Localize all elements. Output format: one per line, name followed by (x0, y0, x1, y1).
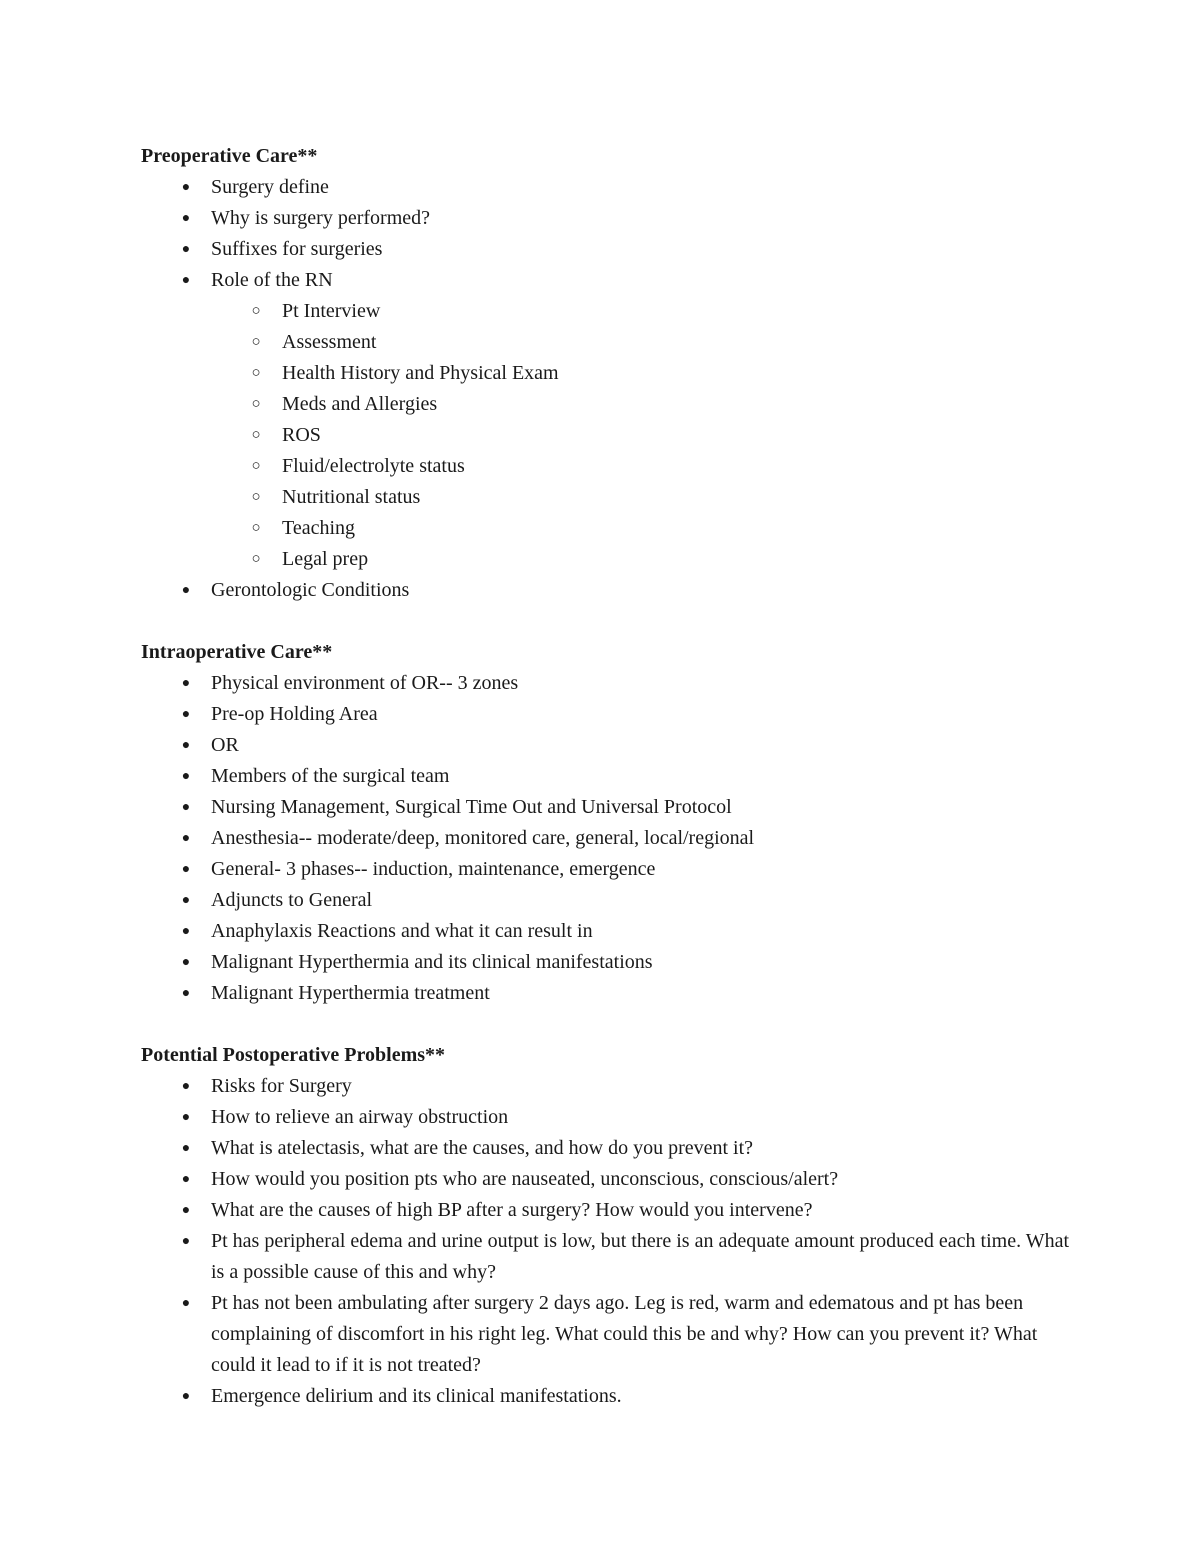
list-item: ● Emergence delirium and its clinical manifestations. (141, 1381, 1081, 1412)
list-item: ● Anesthesia-- moderate/deep, monitored care, general, local/regional (141, 823, 1081, 854)
hollow-bullet-icon: ○ (251, 396, 261, 412)
list-item: ● Risks for Surgery (141, 1071, 1081, 1102)
filled-bullet-icon: ● (181, 583, 191, 598)
filled-bullet-icon: ● (181, 831, 191, 846)
filled-bullet-icon: ● (181, 800, 191, 815)
section-preoperative-care (141, 141, 1081, 606)
section-heading: Intraoperative Care** (141, 641, 333, 663)
filled-bullet-icon: ● (181, 862, 191, 877)
filled-bullet-icon: ● (181, 893, 191, 908)
list-item: ● How would you position pts who are nauseated, unconscious, conscious/alert? (141, 1164, 1081, 1195)
filled-bullet-icon: ● (181, 738, 191, 753)
list-item: ● Malignant Hyperthermia treatment (141, 978, 1081, 1009)
filled-bullet-icon: ● (181, 242, 191, 257)
sub-list-item: ○ Legal prep (141, 544, 1081, 575)
filled-bullet-icon: ● (181, 1110, 191, 1125)
section-postoperative-problems (141, 1040, 1081, 1412)
sub-list-item: ○ Assessment (141, 327, 1081, 358)
bullet-list (141, 172, 1081, 606)
list-item: ● OR (141, 730, 1081, 761)
list-item: ● Adjuncts to General (141, 885, 1081, 916)
hollow-bullet-icon: ○ (251, 458, 261, 474)
list-item: ● What are the causes of high BP after a surgery? How would you intervene? (141, 1195, 1081, 1226)
filled-bullet-icon: ● (181, 986, 191, 1001)
filled-bullet-icon: ● (181, 924, 191, 939)
list-item: ● General- 3 phases-- induction, maintenance, emergence (141, 854, 1081, 885)
list-item: ● Surgery define (141, 172, 1081, 203)
filled-bullet-icon: ● (181, 1172, 191, 1187)
filled-bullet-icon: ● (181, 1296, 191, 1311)
hollow-bullet-icon: ○ (251, 365, 261, 381)
list-item: ● Pt has peripheral edema and urine output is low, but there is an adequate amount produced each time. What is a possible cause of this and why? (141, 1226, 1081, 1288)
filled-bullet-icon: ● (181, 955, 191, 970)
list-item: ● Nursing Management, Surgical Time Out and Universal Protocol (141, 792, 1081, 823)
list-item: ● Why is surgery performed? (141, 203, 1081, 234)
hollow-bullet-icon: ○ (251, 303, 261, 319)
list-item: ● Malignant Hyperthermia and its clinical manifestations (141, 947, 1081, 978)
filled-bullet-icon: ● (181, 1141, 191, 1156)
section-heading: Preoperative Care** (141, 145, 318, 167)
bullet-list (141, 668, 1081, 1009)
list-item: ● Gerontologic Conditions (141, 575, 1081, 606)
filled-bullet-icon: ● (181, 273, 191, 288)
filled-bullet-icon: ● (181, 1389, 191, 1404)
hollow-bullet-icon: ○ (251, 334, 261, 350)
sub-list-item: ○ Health History and Physical Exam (141, 358, 1081, 389)
hollow-bullet-icon: ○ (251, 551, 261, 567)
list-item: ● Pt has not been ambulating after surgery 2 days ago. Leg is red, warm and edematous and pt has been complaining of discomfort in his right leg. What could this be and why? How can you prevent it? What could it lead to if it is not treated? (141, 1288, 1081, 1381)
list-item: ● Suffixes for surgeries (141, 234, 1081, 265)
sub-list-item: ○ Nutritional status (141, 482, 1081, 513)
filled-bullet-icon: ● (181, 676, 191, 691)
filled-bullet-icon: ● (181, 707, 191, 722)
list-item: ● Physical environment of OR-- 3 zones (141, 668, 1081, 699)
sub-list-item: ○ Fluid/electrolyte status (141, 451, 1081, 482)
sub-list-item: ○ Teaching (141, 513, 1081, 544)
list-item: ● Role of the RN ○ Pt Interview ○ Assessment ○ Health History and Physical Exam ○ Meds and Allergies ○ ROS ○ Fluid/electrolyte status ○ Nutritional status ○ Teaching ○ Legal prep (141, 265, 1081, 575)
document-page (141, 141, 1081, 1412)
hollow-bullet-icon: ○ (251, 427, 261, 443)
bullet-list (141, 1071, 1081, 1412)
filled-bullet-icon: ● (181, 769, 191, 784)
sub-list-item: ○ Pt Interview (141, 296, 1081, 327)
sub-list-item: ○ ROS (141, 420, 1081, 451)
list-item: ● Pre-op Holding Area (141, 699, 1081, 730)
list-item: ● Members of the surgical team (141, 761, 1081, 792)
hollow-bullet-icon: ○ (251, 489, 261, 505)
list-item: ● How to relieve an airway obstruction (141, 1102, 1081, 1133)
filled-bullet-icon: ● (181, 211, 191, 226)
hollow-bullet-icon: ○ (251, 520, 261, 536)
sub-bullet-list (211, 296, 1081, 575)
list-item: ● What is atelectasis, what are the causes, and how do you prevent it? (141, 1133, 1081, 1164)
filled-bullet-icon: ● (181, 180, 191, 195)
section-intraoperative-care (141, 637, 1081, 1009)
filled-bullet-icon: ● (181, 1234, 191, 1249)
list-item: ● Anaphylaxis Reactions and what it can result in (141, 916, 1081, 947)
sub-list-item: ○ Meds and Allergies (141, 389, 1081, 420)
section-heading: Potential Postoperative Problems** (141, 1044, 446, 1066)
filled-bullet-icon: ● (181, 1079, 191, 1094)
filled-bullet-icon: ● (181, 1203, 191, 1218)
